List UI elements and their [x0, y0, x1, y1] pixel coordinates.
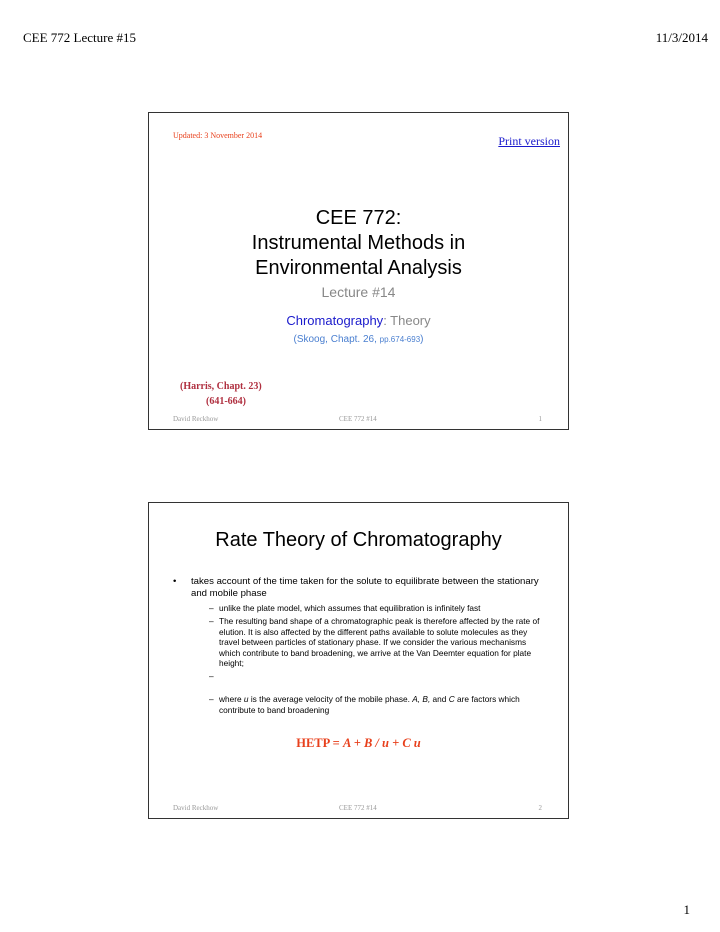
sub-bullet-item: – The resulting band shape of a chromatographic peak is therefore affected by the rate of elution. It is also affected by the different paths available to solute molecules as they travel between particles of stationary phase. If we consider the various mechanisms which contribute to band broadening, we arrive at the Van Deemter equation for plate height; [191, 616, 544, 668]
lecture-number: Lecture #14 [321, 284, 396, 300]
chromatography-link[interactable]: Chromatography [286, 313, 384, 328]
sub3-C: C [448, 694, 455, 705]
sub3-text: is the average velocity of the mobile phase. [248, 694, 413, 705]
slide-title: Rate Theory of Chromatography [215, 529, 502, 551]
footer-course: CEE 772 #14 [339, 804, 377, 812]
footer-author: David Reckhow [173, 415, 219, 423]
footer-slide-number: 1 [538, 415, 542, 423]
van-deemter-equation [149, 736, 568, 751]
sub3-text: and [430, 694, 449, 705]
footer-course: CEE 772 #14 [339, 415, 377, 423]
footer-slide-number: 2 [538, 804, 542, 812]
spacer [191, 671, 544, 691]
title-line-2: Instrumental Methods in [251, 232, 466, 254]
slide-1 [148, 112, 569, 430]
sub-bullet-item [191, 694, 544, 715]
slide-title [149, 206, 568, 281]
sub3-text: where [219, 694, 244, 705]
bullet-item [165, 576, 544, 715]
skoog-reference [149, 334, 568, 345]
equation-lhs: HETP = [296, 736, 343, 750]
title-line-1: CEE 772: [315, 207, 402, 229]
footer-author: David Reckhow [173, 804, 219, 812]
updated-note: Updated: 3 November 2014 [173, 131, 263, 140]
print-version-link[interactable]: Print version [498, 134, 560, 148]
title-line-3: Environmental Analysis [255, 257, 462, 279]
sub3-AB: A, B, [412, 694, 431, 705]
page-header-title: CEE 772 Lecture #15 [23, 30, 136, 45]
bullet-text: takes account of the time taken for the solute to equilibrate between the stationary and mobile phase [191, 576, 539, 599]
sub-bullet-item: – unlike the plate model, which assumes that equilibration is infinitely fast [191, 603, 544, 613]
topic-rest: : Theory [383, 313, 431, 328]
skoog-suffix: ) [420, 334, 424, 345]
page-number: 1 [683, 902, 690, 917]
slide-body [165, 576, 544, 715]
topic-line [149, 313, 568, 328]
sub3-u: u [243, 694, 249, 705]
equation-rhs: A + B / u + C u [342, 736, 421, 750]
harris-pages: (641-664) [206, 396, 246, 407]
sub3-text: are factors which contribute to band broadening [219, 694, 520, 715]
page-header-date: 11/3/2014 [655, 30, 708, 45]
harris-reference: (Harris, Chapt. 23) [180, 381, 262, 392]
skoog-pages: pp.674-693 [379, 335, 421, 344]
slide-2 [148, 502, 569, 819]
skoog-prefix: (Skoog, Chapt. 26, [293, 334, 380, 345]
